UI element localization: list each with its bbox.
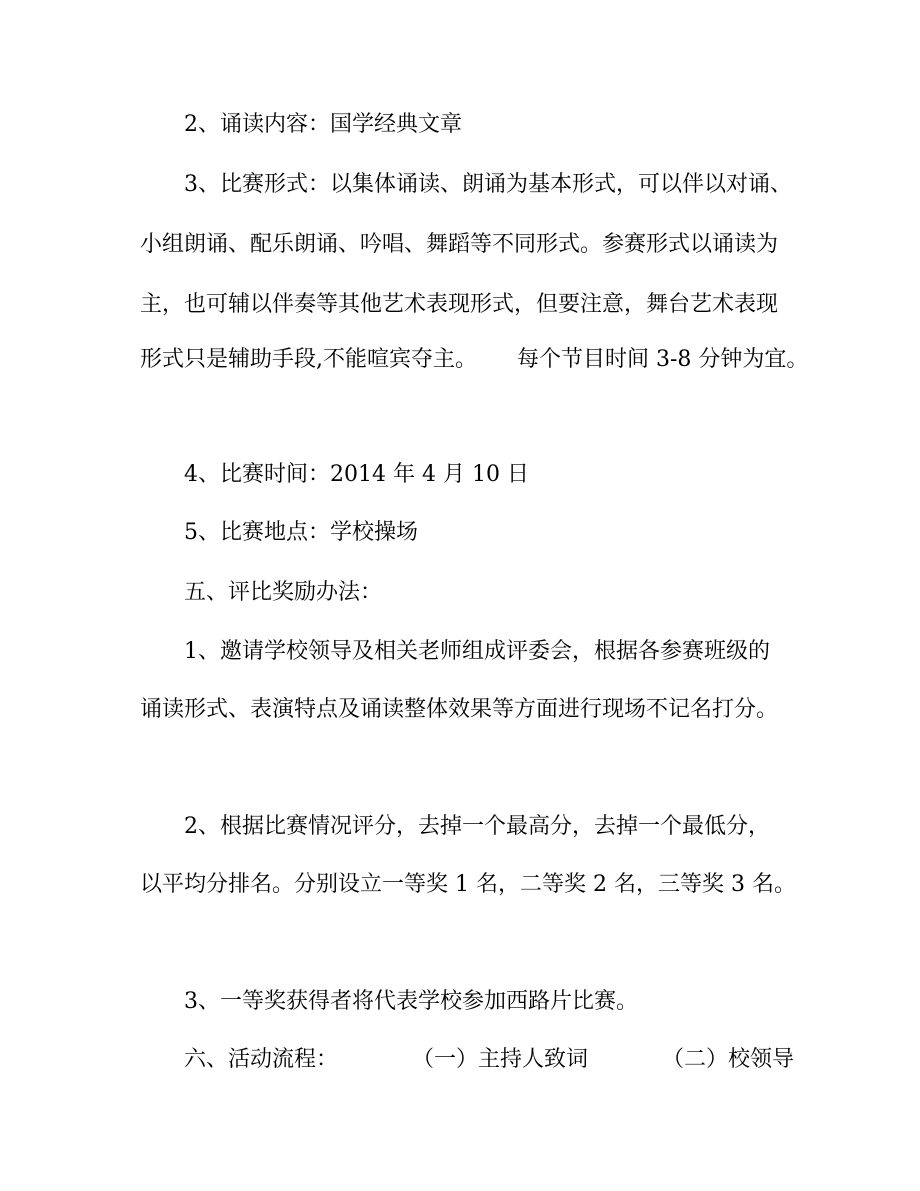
paragraph-judges-line-2: 诵读形式、表演特点及诵读整体效果等方面进行现场不记名打分。 (140, 697, 779, 722)
paragraph-location: 5、比赛地点：学校操场 (184, 520, 418, 545)
paragraph-judges-line-1: 1、邀请学校领导及相关老师组成评委会，根据各参赛班级的 (184, 639, 770, 664)
paragraph-format-line-4a: 形式只是辅助手段,不能喧宾夺主。 (140, 347, 477, 372)
paragraph-scoring-line-1: 2、根据比赛情况评分，去掉一个最高分，去掉一个最低分， (184, 814, 770, 839)
process-step-2: （二）校领导 (662, 1047, 795, 1072)
process-step-1: （一）主持人致词 (412, 1047, 589, 1072)
process-heading: 六、活动流程： (184, 1047, 339, 1072)
paragraph-time: 4、比赛时间：2014 年 4 月 10 日 (184, 462, 529, 487)
section-heading-process (184, 1043, 794, 1077)
paragraph-format-line-4 (140, 343, 808, 377)
section-heading-awards: 五、评比奖励办法： (184, 580, 383, 605)
paragraph-format-line-4b: 每个节目时间 3-8 分钟为宜。 (517, 347, 809, 372)
paragraph-scoring-line-2: 以平均分排名。分别设立一等奖 1 名，二等奖 2 名，三等奖 3 名。 (140, 872, 796, 897)
paragraph-content: 2、诵读内容：国学经典文章 (184, 112, 462, 137)
paragraph-representative: 3、一等奖获得者将代表学校参加西路片比赛。 (184, 989, 638, 1014)
paragraph-format-line-1: 3、比赛形式：以集体诵读、朗诵为基本形式，可以伴以对诵、 (184, 172, 792, 197)
paragraph-format-line-3: 主，也可辅以伴奏等其他艺术表现形式，但要注意，舞台艺术表现 (140, 292, 779, 317)
paragraph-format-line-2: 小组朗诵、配乐朗诵、吟唱、舞蹈等不同形式。参赛形式以诵读为 (140, 232, 779, 257)
